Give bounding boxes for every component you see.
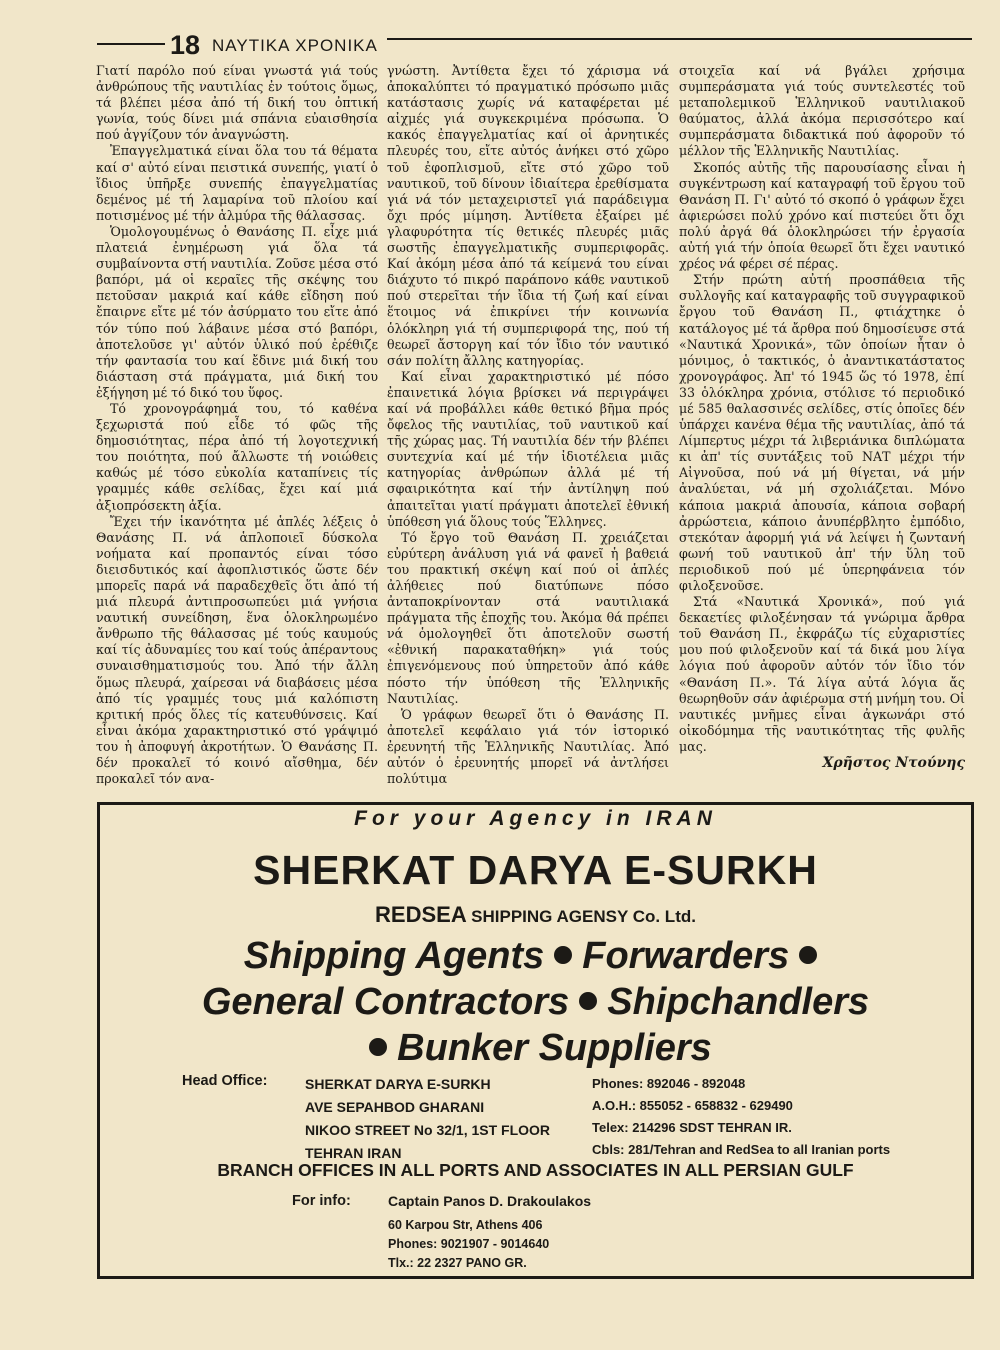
paragraph: Στά «Ναυτικά Χρονικά», πού γιά δεκαετίες φιλοξένησαν τά γνώριμα ἄρθρα τοῦ Θανάση Π., ἐκφράζω τίς εὐχαριστίες μου πού φιλοξενοῦν καί τά δικά μου λίγα λόγια πού ἀφοροῦν αὐτόν τόν ἴδιο τόν «Θανάση Π.». Τά λίγα αὐτά λόγια ἄς θεωρηθοῦν σάν ἀφιέρωμα στή μνήμη του. Οἱ ναυτικές μνῆμες εἶναι ἀγκωνάρι στό οἰκοδόμημα τῆς ναυτικότητας τῆς φυλῆς μας. xyxy=(679,594,965,754)
bullet-icon xyxy=(369,1038,387,1056)
ad-tagline: For your Agency in IRAN xyxy=(354,807,717,830)
paragraph: Σκοπός αὐτῆς τῆς παρουσίασης εἶναι ἡ συγκέντρωση καί καταγραφή τοῦ ἔργου τοῦ Θανάση Π. Γι' αὐτό τό σκοπό ὁ γράφων ἔχει ἀφιερώσει πολύ χρόνο καί πιστεύει ὅτι ὄχι πολύ ἀργά θά ὁλοκληρώσει τήν ἐργασία αὐτή γιά τήν ὁποία θεωρεῖ ὅτι ἔχει ναυτικό χρέος νά φέρει σέ πέρας. xyxy=(679,159,965,272)
address-line: AVE SEPAHBOD GHARANI xyxy=(305,1099,485,1115)
paragraph: γνώστη. Ἀντίθετα ἔχει τό χάρισμα νά ἀποκαλύπτει τό πραγματικό πρόσωπο μιᾶς κατάστασις χωρίς νά καταφέρεται μέ αἰχμές γιά συγκεκριμένα πρόσωπα. Ὁ κακός ἐπαγγελματίας καί οἱ ἀρνητικές πλευρές του, εἴτε αὐτός ἀνήκει στό χῶρο τοῦ ἐφοπλισμοῦ, εἴτε στό χῶρο τοῦ ναυτικοῦ, τοῦ δίνουν ἰδιαίτερα ἐρεθίσματα γιά νά τόν μεταχειριστεῖ γιά παράδειγμα ὄχι πρός μίμηση. Ἀντίθετα ἐξαίρει μέ γλαφυρότητα τίς θετικές πλευρές μιᾶς σωστῆς ἐπαγγελματικῆς συμπεριφορᾶς. Καί ἀκόμη μέσα ἀπό τά κείμενά του είναι διάχυτο τό πικρό παράπονο κάθε ναυτικοῦ πού στερεῖται τήν ἴδια τή ζωή καί είναι ἕτοιμος νά ἐπικρίνει τήν κοινωνία ὁλόκληρη γιά τή συμπεριφορά της, πού τή θεωρεῖ ἄστοργη καί τόν ἴδιο τόν ναυτικό σάν πολίτη ἄλλης κατηγορίας. xyxy=(387,63,669,368)
bullet-icon xyxy=(799,946,817,964)
contact-line: 60 Karpou Str, Athens 406 xyxy=(388,1218,543,1232)
header-rule-left xyxy=(97,43,165,45)
paragraph: Ὁ γράφων θεωρεῖ ὅτι ὁ Θανάσης Π. ἀποτελεῖ κεφάλαιο γιά τόν ἱστορικό ἐρευνητή τῆς Ἑλληνικῆς Ναυτιλίας. Ἀπό αὐτόν ὁ ἐρευνητής μπορεῖ νά ἀντλήσει πολύτιμα xyxy=(387,706,669,787)
branch-offices: BRANCH OFFICES IN ALL PORTS AND ASSOCIATES IN ALL PERSIAN GULF xyxy=(217,1160,854,1180)
paragraph: Ἔχει τήν ἱκανότητα μέ ἁπλές λέξεις ὁ Θανάσης Π. νά ἁπλοποιεῖ δύσκολα νοήματα καί προπαντός είναι τόσο διεισδυτικός καί ἀφοπλιστικός ὥστε δέν μπορεῖς παρά νά παραδεχθεῖς ὅτι ἀπό τή μιά πλευρά ἀντιπροσωπεύει μιά γνήσια ναυτική συνείδηση, ἕνα ὁλοκληρωμένο ἄνθρωπο τῆς θάλασσας μέ τούς καυμούς καί τίς ἀδυναμίες του καί τούς ἀπέραντους συναισθηματισμούς του. Ἀπό τήν ἄλλη ὅμως πλευρά, χαίρεσαι νά διαβάσεις μέσα ἀπό τίς γραμμές τους μιά καλόπιστη κριτική πρός ὅλες τίς κατευθύνσεις. Καί εἶναι ἀκόμα χαρακτηριστικό στό γράψιμό του ἡ ἀποφυγή ἀκροτήτων. Ὁ Θανάσης Π. δέν προκαλεῖ τό κοινό αἴσθημα, δέν προκαλεῖ τόν ανα- xyxy=(96,513,378,787)
paragraph: στοιχεῖα καί νά βγάλει χρήσιμα συμπεράσματα γιά τούς συντελεστές τοῦ μεταπολεμικοῦ Ἑλληνικοῦ ναυτιλιακοῦ θαύματος, ἀλλά ἀκόμα περισσότερο καί συμπεράσματα διδακτικά πού ἀφοροῦν τό μέλλον τῆς Ἑλληνικῆς Ναυτιλίας. xyxy=(679,63,965,159)
paragraph: Στήν πρώτη αὐτή προσπάθεια τῆς συλλογῆς καί καταγραφῆς τοῦ συγγραφικοῦ ἔργου τοῦ Θανάση Π., φτιάχτηκε ὁ κατάλογος μέ τά ἄρθρα πού δημοσίευσε στά «Ναυτικά Χρονικά», τῶν ὁποίων ἦταν ὁ μόνιμος, ὁ τακτικός, ὁ ἀναντικατάστατος χρονογράφος. Ἀπ' τό 1945 ὥς τό 1978, ἐπί 33 ὁλόκληρα χρόνια, στόλισε τό περιοδικό μέ 585 θαλασσινές σελίδες, στίς ὁποῖες δέν ὑπάρχει κανένα θέμα τῆς ναυτιλίας, ἀπό τά Λίμπερτυς μέχρι τά λιβεριάνικα διπλώματα κι ἀπ' τίς συντάξεις τοῦ ΝΑΤ μέχρι τήν Αἰγνοῦσα, πού νά μή θίγεται, νά μήν ἀναλύεται, νά μή σχολιάζεται. Μόνο κάποια μακριά ἀπουσία, κάποια σοβαρή ἀρρώστεια, κάποιο ἀνυπέρβλητο ἐμπόδιο, στεκόταν ἀφορμή γιά νά λείψει ἡ ζωντανή φωνή τοῦ ναυτικοῦ ἀπ' τήν ὕλη τοῦ περιοδικοῦ πού μέ ὑπερηφάνεια τόν φιλοξενοῦσε. xyxy=(679,272,965,593)
advertisement-box xyxy=(97,802,974,1279)
bullet-icon xyxy=(579,992,597,1010)
cables: Cbls: 281/Tehran and RedSea to all Iranian ports xyxy=(592,1142,891,1157)
contact-details xyxy=(388,1216,549,1273)
aoh-phones: A.O.H.: 855052 - 658832 - 629490 xyxy=(592,1098,793,1113)
contact-name: Captain Panos D. Drakoulakos xyxy=(388,1193,592,1209)
ad-subname-redsea: REDSEA xyxy=(375,902,467,927)
ad-subname xyxy=(100,902,971,928)
contact-line: Phones: 9021907 - 9014640 xyxy=(388,1237,550,1251)
paragraph: Καί εἶναι χαρακτηριστικό μέ πόσο ἐπαινετικά λόγια βρίσκει νά περιγράψει καί νά προβάλλει κάθε θετικό βῆμα πρός ὄφελος τῆς ναυτιλίας, τοῦ ναυτικοῦ καί τῆς χώρας μας. Τή ναυτιλία δέν τήν βλέπει συντεχνία καί μέ τήν ἰδιοτέλεια μιᾶς κατηγορίας ἀνθρώπων ἀλλά μέ τή σφαιρικότητα καί τήν ἀντίληψη πού ἀπαιτεῖται γιατί πράγματι ἀποτελεῖ ἐθνική ὑπόθεση γιά ὅλους τούς Ἕλληνες. xyxy=(387,368,669,529)
ad-services xyxy=(100,933,971,1071)
address-line: SHERKAT DARYA E-SURKH xyxy=(305,1076,491,1092)
phones: Phones: 892046 - 892048 xyxy=(592,1076,746,1091)
telex: Telex: 214296 SDST TEHRAN IR. xyxy=(592,1120,792,1135)
head-office-address xyxy=(305,1073,550,1165)
bullet-icon xyxy=(554,946,572,964)
service-forwarders: Forwarders xyxy=(582,935,790,977)
paragraph: Γιατί παρόλο πού είναι γνωστά γιά τούς ἀνθρώπους τῆς ναυτιλίας ἐν τούτοις ὅμως, τά βλέπει μέσα ἀπό τή δική του ὀπτική γωνία, τούς δίνει μιά σπάνια εὐαισθησία πού ἀγγίζουν τόν ἀναγνώστη. xyxy=(96,63,378,143)
service-shipping-agents: Shipping Agents xyxy=(243,935,545,977)
for-info-label: For info: xyxy=(292,1193,351,1209)
paragraph: Ἐπαγγελματικά είναι ὅλα του τά θέματα καί σ' αὐτό είναι πειστικά συνεπής, γιατί ὁ ἴδιος ὑπῆρξε συνεπής ἐπαγγελματίας δεμένος μέ τή λαμαρίνα τοῦ πλοίου καί ποτισμένος μέ τήν ἁλμύρα τῆς θάλασσας. xyxy=(96,143,378,223)
contact-numbers xyxy=(592,1073,890,1161)
page-number: 18 xyxy=(170,30,201,60)
service-bunker-suppliers: Bunker Suppliers xyxy=(397,1027,712,1069)
service-shipchandlers: Shipchandlers xyxy=(607,981,870,1023)
address-line: TEHRAN IRAN xyxy=(305,1145,402,1161)
paragraph: Τό ἔργο τοῦ Θανάση Π. χρειάζεται εὐρύτερη ἀνάλυση γιά νά φανεῖ ἡ βαθειά του πρακτική σκέψη καί πού οἱ ἁπλές ἀλήθειες πού διατύπωνε πόσο ἀνταποκρίνονταν στά ναυτιλιακά πράγματα τῆς ἐποχῆς του. Ἀκόμα θά πρέπει νά ὁμολογηθεῖ ὅτι ἀποτελοῦν σωστή «ἐθνική παρακαταθήκη» γιά τούς ἐπιγενόμενους πού ὑπηρετοῦν ἀπό κάθε πόστο τήν ὑπόθεση τῆς Ἑλληνικῆς Ναυτιλίας. xyxy=(387,529,669,706)
ad-subname-agency: SHIPPING AGENSY Co. Ltd. xyxy=(471,907,696,926)
ad-company-name: SHERKAT DARYA E-SURKH xyxy=(253,847,818,893)
author-signature: Χρῆστος Ντούνης xyxy=(822,755,965,772)
article-column-1 xyxy=(96,63,378,787)
address-line: NIKOO STREET No 32/1, 1ST FLOOR xyxy=(305,1122,551,1138)
paragraph: Τό χρονογράφημά του, τό καθένα ξεχωριστά πού εἶδε τό φῶς τῆς δημοσιότητας, πέρα ἀπό τή λογοτεχνική του ποιότητα, πού ἄλλωστε τή νοιώθεις καθώς μέ τόσο εὐκολία καταπίνεις τίς γραμμές κάθε σελίδας, ἔχει καί μιά ἀξιοπρόσεκτη ἀξία. xyxy=(96,400,378,513)
service-general-contractors: General Contractors xyxy=(201,981,570,1023)
article-column-2 xyxy=(387,63,669,787)
head-office-label: Head Office: xyxy=(182,1073,268,1089)
header-rule-right xyxy=(387,38,972,40)
contact-line: Tlx.: 22 2327 PANO GR. xyxy=(388,1256,527,1270)
publication-title: ΝΑΥΤΙΚΑ ΧΡΟΝΙΚΑ xyxy=(212,36,378,55)
article-column-3 xyxy=(679,63,965,771)
paragraph: Ὁμολογουμένως ὁ Θανάσης Π. εἶχε μιά πλατειά ἐνημέρωση γιά ὅλα τά συμβαίνοντα στή ναυτιλία. Ζοῦσε μέσα στό βαπόρι, μά οἱ κεραῖες τῆς σκέψης του πετοῦσαν μακριά καί κάθε εἴδηση πού ἔπαιρνε εἴτε μέ τόν ἀσύρματο του εἴτε ἀπό τόν τύπο πού λάβαινε μέσα στό βαπόρι, ἀποτελοῦσε γι' αὐτόν ὑλικό πού ἐρέθιζε τήν φαντασία του καί ἔδινε μιά δική του διάσταση στά πράγματα, μιά δική του ἐξήγηση μέ τό δικό του ὕφος. xyxy=(96,223,378,400)
